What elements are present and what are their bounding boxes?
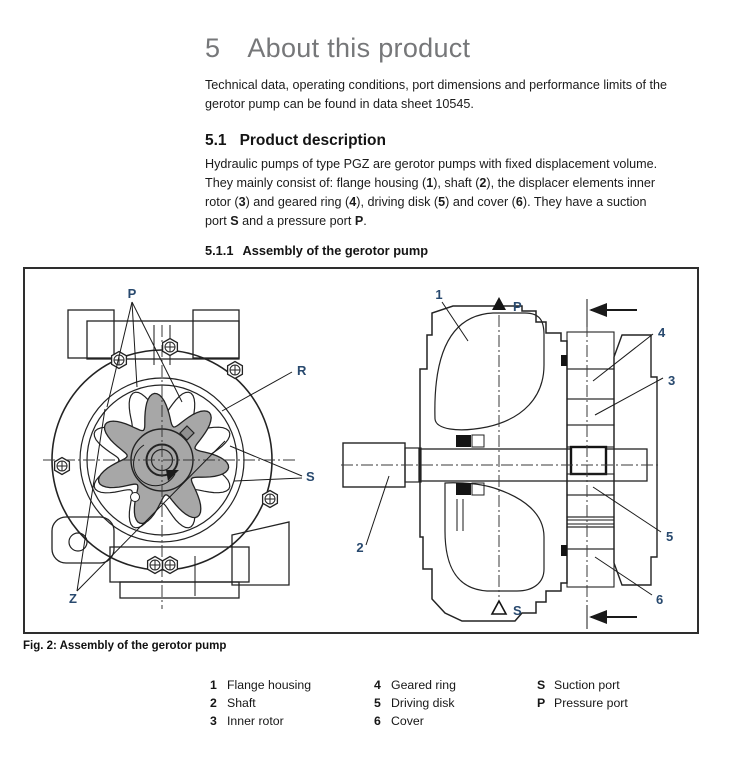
- legend-label: Inner rotor: [227, 714, 284, 728]
- callout-5: 5: [666, 529, 674, 544]
- stack-lower: [567, 527, 614, 549]
- stack-top: [567, 332, 614, 369]
- legend-item: [374, 712, 456, 730]
- chapter-title: About this product: [247, 33, 471, 63]
- housing-ear-right: [193, 310, 239, 358]
- legend-item: [210, 712, 311, 730]
- leader-p: [132, 302, 137, 387]
- housing-tab-bottom-left: [52, 517, 114, 563]
- port-suction-label: S: [513, 603, 522, 618]
- bolt: [228, 362, 243, 379]
- arrowhead-left-icon: [589, 610, 607, 624]
- legend-key: 3: [210, 714, 217, 728]
- legend-item: [210, 694, 311, 712]
- callout-6: 6: [656, 592, 664, 607]
- bolt: [55, 458, 70, 475]
- section-arrow-bottom: [587, 605, 637, 629]
- stack-bottom: [567, 549, 614, 587]
- front-view: [43, 286, 315, 609]
- legend-key: P: [537, 696, 546, 710]
- leader-s: [230, 446, 302, 476]
- legend-column-2: [374, 676, 456, 730]
- legend-column-1: [210, 676, 311, 730]
- housing-top-bar: [87, 321, 239, 359]
- bolt: [163, 339, 178, 356]
- subsection-heading: [205, 243, 428, 258]
- bolt: [112, 352, 127, 369]
- shaft-seal-bottom: [456, 483, 471, 495]
- bolt: [163, 557, 178, 574]
- legend-label: Shaft: [227, 696, 256, 710]
- housing-foot-step: [120, 582, 239, 598]
- housing-ear-left: [68, 310, 114, 358]
- chapter-number: 5: [205, 33, 221, 63]
- legend-key: S: [537, 678, 546, 692]
- page-title: [205, 33, 470, 64]
- suction-cavity: [445, 483, 544, 591]
- legend-item: [210, 676, 311, 694]
- legend-column-3: [537, 676, 628, 712]
- inner-rotor-section: [567, 399, 614, 425]
- legend-key: 4: [374, 678, 381, 692]
- figure-caption: Fig. 2: Assembly of the gerotor pump: [23, 640, 227, 652]
- legend-label: Driving disk: [391, 696, 455, 710]
- pin-bottom: [561, 545, 567, 556]
- section-heading: [205, 132, 386, 150]
- leader-3: [595, 378, 663, 415]
- shaft-seal-top: [456, 435, 471, 447]
- rotor-dimple: [131, 493, 140, 502]
- callout-3: 3: [668, 373, 676, 388]
- subsection-title: Assembly of the gerotor pump: [242, 243, 429, 258]
- legend-label: Geared ring: [391, 678, 456, 692]
- legend-item: [374, 676, 456, 694]
- callout-p: P: [127, 286, 137, 301]
- legend-label: Flange housing: [227, 678, 312, 692]
- section-view: [341, 287, 675, 629]
- bolt: [148, 557, 163, 574]
- shaft-through-disk: [571, 447, 606, 474]
- cover-section: [614, 335, 657, 585]
- callout-z: Z: [69, 591, 77, 606]
- leader-6: [595, 557, 652, 595]
- driving-disk-section: [567, 495, 614, 517]
- callout-1: 1: [435, 287, 443, 302]
- subsection-number: 5.1.1: [205, 243, 234, 258]
- suction-port-triangle-icon: [492, 601, 506, 614]
- leader-5: [593, 487, 661, 532]
- bearing-top: [472, 435, 484, 447]
- figure-assembly-diagram: [23, 267, 699, 634]
- callout-4: 4: [658, 325, 666, 340]
- disk-stripes: [567, 517, 614, 527]
- section-number: 5.1: [205, 132, 227, 149]
- geared-ring-section: [567, 369, 614, 399]
- leader-s: [234, 478, 302, 481]
- intro-paragraph: Technical data, operating conditions, port dimensions and performance limits of the gerotor pump can be found in data sheet 10545.: [205, 78, 668, 111]
- section-arrow-top: [587, 299, 637, 327]
- legend-label: Cover: [391, 714, 424, 728]
- legend-key: 2: [210, 696, 217, 710]
- pin-top: [561, 355, 567, 366]
- leader-4: [593, 334, 653, 381]
- callout-2: 2: [356, 540, 364, 555]
- legend-item: [374, 694, 456, 712]
- pressure-port-triangle-icon: [492, 297, 506, 310]
- leader-1: [442, 302, 468, 341]
- description-paragraph: Hydraulic pumps of type PGZ are gerotor pumps with fixed displacement volume. They mainly consist of: flange housing (1), shaft (2), the displacer elements inner rotor (3) and geared ring (4), driving disk (5) and cover (6). They have a suction port S and a pressure port P.: [205, 157, 658, 228]
- housing-foot-right: [232, 522, 289, 585]
- pressure-cavity: [435, 313, 544, 430]
- section-title: Product description: [239, 132, 386, 149]
- arrowhead-left-icon: [589, 303, 607, 317]
- gerotor-diagram: [25, 269, 697, 630]
- port-pressure-label: P: [513, 299, 522, 314]
- legend-item: [537, 694, 628, 712]
- stack-mid-upper: [567, 425, 614, 447]
- legend-key: 6: [374, 714, 381, 728]
- legend-item: [537, 676, 628, 694]
- legend-label: Suction port: [554, 678, 620, 692]
- legend-label: Pressure port: [554, 696, 628, 710]
- housing-foot: [110, 547, 249, 582]
- callout-r: R: [297, 363, 307, 378]
- stack-mid-lower: [567, 474, 614, 495]
- bolt: [263, 491, 278, 508]
- legend-key: 1: [210, 678, 217, 692]
- legend-key: 5: [374, 696, 381, 710]
- callout-s: S: [306, 469, 315, 484]
